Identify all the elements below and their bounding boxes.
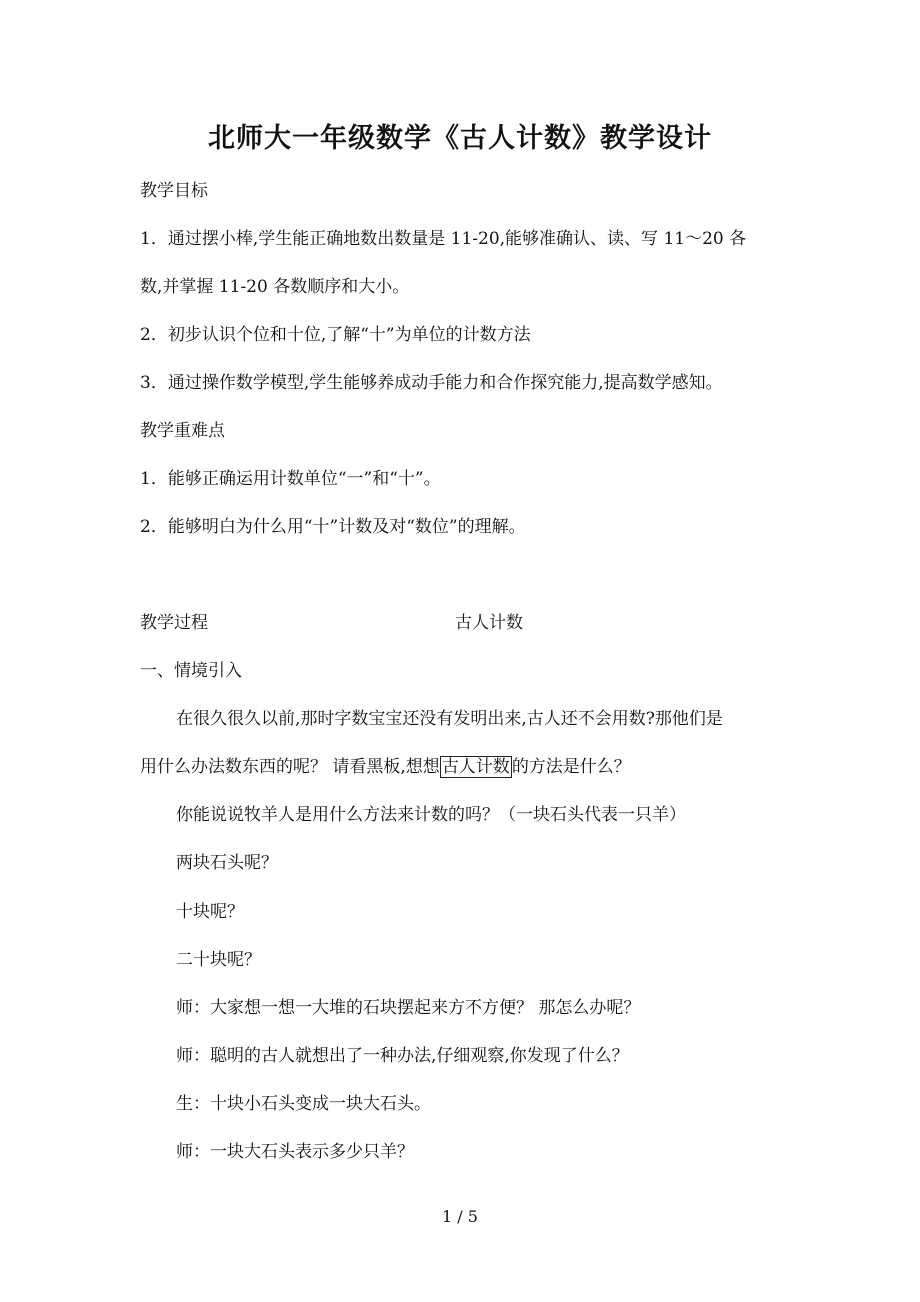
- document-title: 北师大一年级数学《古人计数》教学设计: [208, 123, 712, 154]
- paragraph-1-text-before: 用什么办法数东西的呢？ 请看黑板,想想: [140, 757, 440, 777]
- question-2: 两块石头呢？: [176, 853, 278, 873]
- key-point-1: 1．能够正确运用计数单位“一”和“十”。: [140, 469, 441, 489]
- paragraph-1-line-2: [140, 752, 790, 777]
- goal-1-line-1: 1．通过摆小棒,学生能正确地数出数量是 11-20,能够准确认、读、写 11～20 各: [140, 229, 747, 249]
- question-1: 你能说说牧羊人是用什么方法来计数的吗？（一块石头代表一只羊）: [176, 805, 686, 825]
- boxed-phrase: 古人计数: [441, 757, 510, 777]
- student-line-1: 生：十块小石头变成一块大石头。: [176, 1094, 431, 1114]
- paragraph-1-text-after: 的方法是什么？: [511, 757, 631, 777]
- section-1-heading: 一、情境引入: [140, 661, 242, 681]
- teacher-line-1: 师：大家想一想一大堆的石块摆起来方不方便？ 那怎么办呢？: [176, 998, 641, 1018]
- process-title: 古人计数: [455, 613, 523, 633]
- goal-1-line-2: 数,并掌握 11-20 各数顺序和大小。: [140, 277, 410, 297]
- question-3: 十块呢？: [176, 902, 244, 922]
- goal-2: 2．初步认识个位和十位,了解“十”为单位的计数方法: [140, 325, 531, 345]
- key-point-2: 2．能够明白为什么用“十”计数及对“数位”的理解。: [140, 517, 526, 537]
- question-4: 二十块呢？: [176, 950, 261, 970]
- key-points-heading: 教学重难点: [140, 421, 225, 441]
- teacher-line-2: 师：聪明的古人就想出了一种办法,仔细观察,你发现了什么？: [176, 1046, 629, 1066]
- process-heading: 教学过程: [140, 613, 208, 633]
- page-number: 1 / 5: [442, 1207, 478, 1226]
- paragraph-1-line-1: 在很久很久以前,那时字数宝宝还没有发明出来,古人还不会用数?那他们是: [176, 709, 723, 729]
- goals-heading: 教学目标: [140, 181, 208, 201]
- goal-3: 3．通过操作数学模型,学生能够养成动手能力和合作探究能力,提高数学感知。: [140, 373, 723, 393]
- teacher-line-3: 师：一块大石头表示多少只羊？: [176, 1142, 414, 1162]
